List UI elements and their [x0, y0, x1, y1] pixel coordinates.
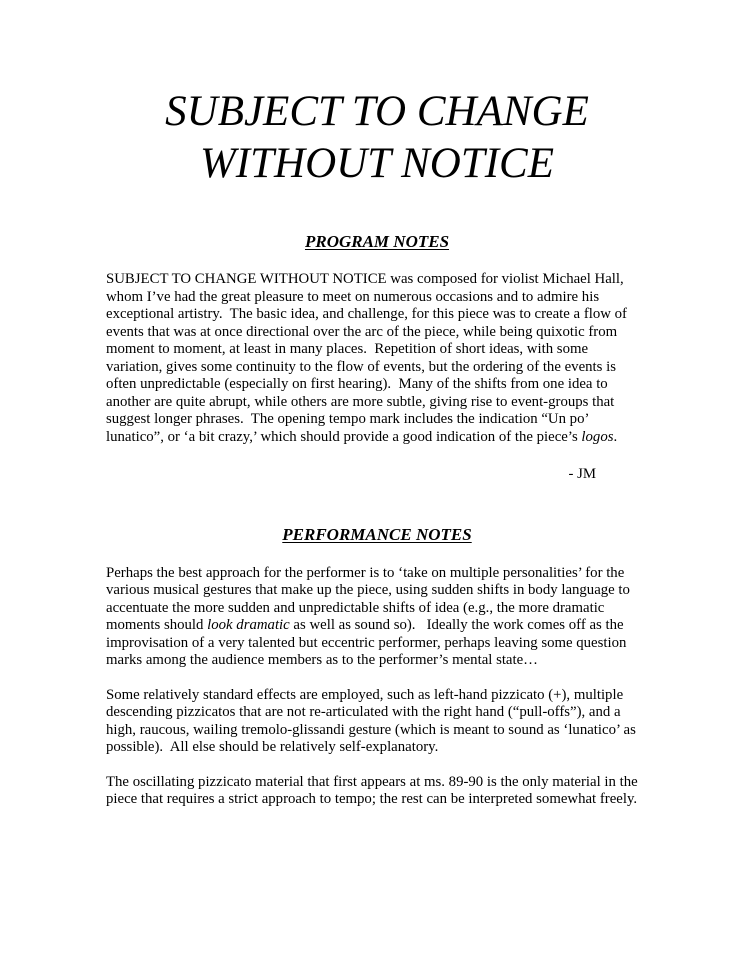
performance-notes-body [106, 565, 648, 809]
text-run: . [613, 428, 618, 445]
text-run: as well as sound so). Ideally the work comes off as the improvisation of a very talented but eccentric performer, perhaps leaving some question marks among the audience members as to the performer’s mental state… [106, 617, 631, 668]
paragraph [106, 687, 648, 757]
document-title [106, 86, 648, 190]
document-title-line-2: WITHOUT NOTICE [199, 140, 554, 187]
italic-text-run: look dramatic [207, 617, 290, 633]
text-run: Some relatively standard effects are employed, such as left-hand pizzicato (+), multiple descending pizzicatos that are not re-articulated with the right hand (“pull-offs”), and a high, raucous, wailing tremolo-glissandi gesture (which is meant to sound as ‘lunatico’ as possible). All else should be relatively self-explanatory. [106, 686, 640, 755]
paragraph [106, 565, 648, 670]
document-title-line-1: SUBJECT TO CHANGE [165, 88, 589, 135]
author-signature: - JM [568, 466, 596, 482]
text-run: The oscillating pizzicato material that first appears at ms. 89-90 is the only material in the piece that requires a strict approach to tempo; the rest can be interpreted somewhat freely. [106, 773, 642, 807]
program-notes-body [106, 271, 648, 446]
italic-text-run: logos [581, 428, 614, 445]
paragraph [106, 774, 648, 809]
text-run: SUBJECT TO CHANGE WITHOUT NOTICE was composed for violist Michael Hall, whom I’ve had the great pleasure to meet on numerous occasions and to admire his exceptional artistry. The basic idea, and challenge, for this piece was to create a flow of events that was at once directional over the arc of the piece, while being quixotic from moment to moment, at least in many places. Repetition of short ideas, with some variation, gives some continuity to the flow of events, but the ordering of the events is often unpredictable (especially on first hearing). Many of the shifts from one idea to another are quite abrupt, while others are more subtle, giving rise to event-groups that suggest longer phrases. The opening tempo mark includes the indication “Un po’ lunatico”, or ‘a bit crazy,’ which should provide a good indication of the piece’s [106, 271, 631, 445]
program-notes-heading: PROGRAM NOTES [304, 232, 450, 251]
text-run: Perhaps the best approach for the performer is to ‘take on multiple personalities’ for the various musical gestures that make up the piece, using sudden shifts in body language to accentuate the more sudden and unpredictable shifts of idea (e.g., the more dramatic moments should [106, 564, 634, 633]
performance-notes-heading: PERFORMANCE NOTES [282, 524, 472, 544]
paragraph [106, 271, 648, 446]
